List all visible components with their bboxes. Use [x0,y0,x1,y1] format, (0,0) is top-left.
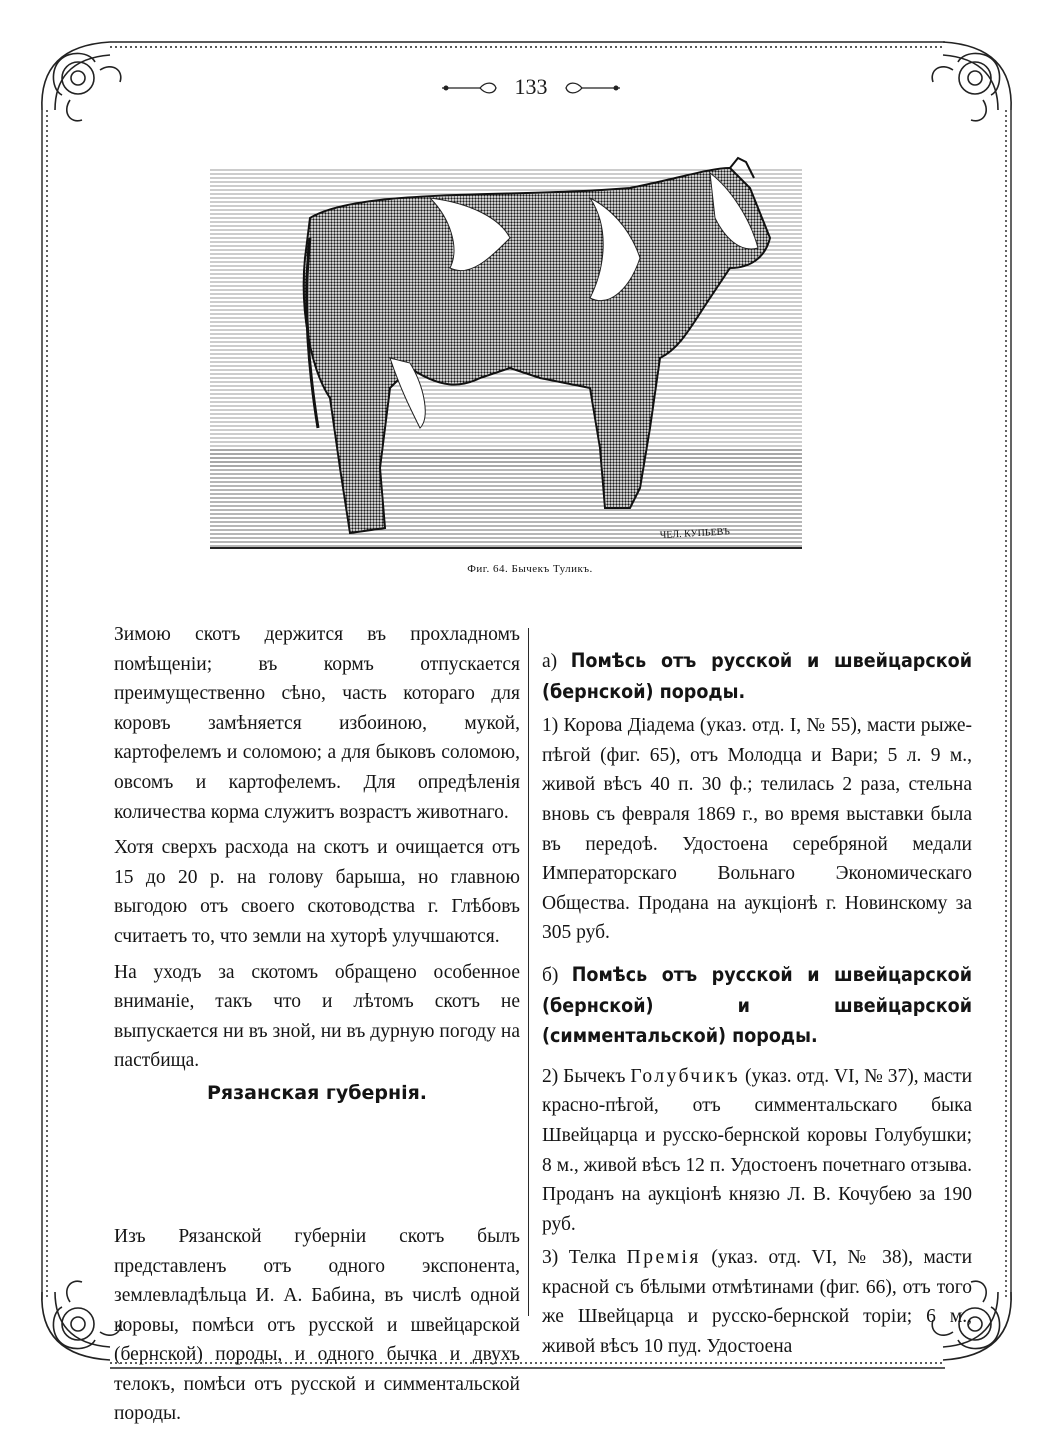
subsection-heading-a [542,646,972,707]
section-heading-ryazan: Рязанская губернія. [206,1082,428,1104]
entry-bull-golubchik [542,1062,972,1240]
paragraph-profit: Хотя сверхъ расхода на скотъ и очищается отъ 15 до 20 р. на голову барыша, но главною выгодою отъ своего скотоводства г. Глѣбовъ считаетъ то, что земли на хуторѣ улучшаются. [114,837,520,947]
page-number-header [0,70,1053,106]
entry-1-text: (указ. отд. I, № 55), масти рыже-пѣгой (фиг. 65), отъ Молодца и Вари; 5 л. 9 м., живой вѣсъ 40 п. 30 ф.; телилась 2 раза, стельна вновь съ февраля 1869 г., во время выставки была въ передоѣ. Удостоена серебряной медали Императорскаго Вольнаго Экономическаго Общества. Продана на аукціонѣ г. Новинскому за 305 руб. [542,715,973,944]
right-column [542,646,972,1362]
page-number: 133 [514,74,548,99]
corner-ornament-bottom-left [42,1281,121,1360]
entry-1-number: 1) Корова [542,715,623,737]
subsection-a-title: Помѣсь отъ русской и швейцарской (бернской) породы. [542,649,973,703]
subsection-a-prefix: а) [542,651,558,672]
bull-calf-engraving [210,128,802,556]
entry-2-number: 2) Бычекъ [542,1065,626,1087]
subsection-heading-b [542,960,972,1052]
entry-3-text: (указ. отд. VI, № 38), масти красной съ бѣлыми отмѣтинами (фиг. 66), отъ того же Швейцарца и русско-бернской торіи; 6 м., живой вѣсъ 10 пуд. Удостоена [542,1247,973,1358]
entry-3-name: Премія [626,1247,701,1269]
left-column [114,620,520,1429]
flourish-right-icon [562,78,622,98]
entry-cow-diadema [542,711,972,948]
entry-3-number: 3) Телка [542,1247,617,1269]
paragraph-care: На уходъ за скотомъ обращено особенное вниманіе, такъ что и лѣтомъ скотъ не выпускается ни въ зной, ни въ дурную погоду на пастбища. [114,961,520,1072]
svg-text:ЧЕЛ. КУПЬЕВЪ: ЧЕЛ. КУПЬЕВЪ [659,526,731,541]
flourish-left-icon [440,78,500,98]
paragraph-ryazan: Изъ Рязанской губерніи скотъ былъ представленъ отъ одного экспонента, землевладѣльца И. А. Бабина, въ числѣ одной коровы, помѣси отъ русской и швейцарской (бернской) породы, и одного бычка и двухъ телокъ, помѣси отъ русской и симментальской породы. [114,1225,520,1425]
subsection-b-title: Помѣсь отъ русской и швейцарской (бернской) и швейцарской (симментальской) породы. [542,962,973,1048]
paragraph-winter-feeding: Зимою скотъ держится въ прохладномъ помѣщеніи; въ кормъ отпускается преимущественно сѣно, часть котораго для коровъ замѣняется избоиною, мукой, картофелемъ и соломою; а для быковъ соломою, овсомъ и картофелемъ. Для опредѣленія количества корма служитъ возрастъ животнаго. [114,624,520,823]
entry-heifer-premiya [542,1243,972,1361]
entry-1-name: Діадема [627,715,695,737]
column-divider [528,628,529,1316]
subsection-b-prefix: б) [542,964,559,986]
figure-caption: Фиг. 64. Бычекъ Туликъ. [467,563,593,575]
entry-2-text: (указ. отд. VI, № 37), масти красно-пѣгой, отъ симментальскаго быка Швейцарца и русско-бернской коровы Голубушки; 8 м., живой вѣсъ 12 п. Удостоенъ почетнаго отзыва. Проданъ на аукціонѣ князю Л. В. Кочубею за 190 руб. [542,1065,973,1235]
entry-2-name: Голубчикъ [630,1065,741,1087]
